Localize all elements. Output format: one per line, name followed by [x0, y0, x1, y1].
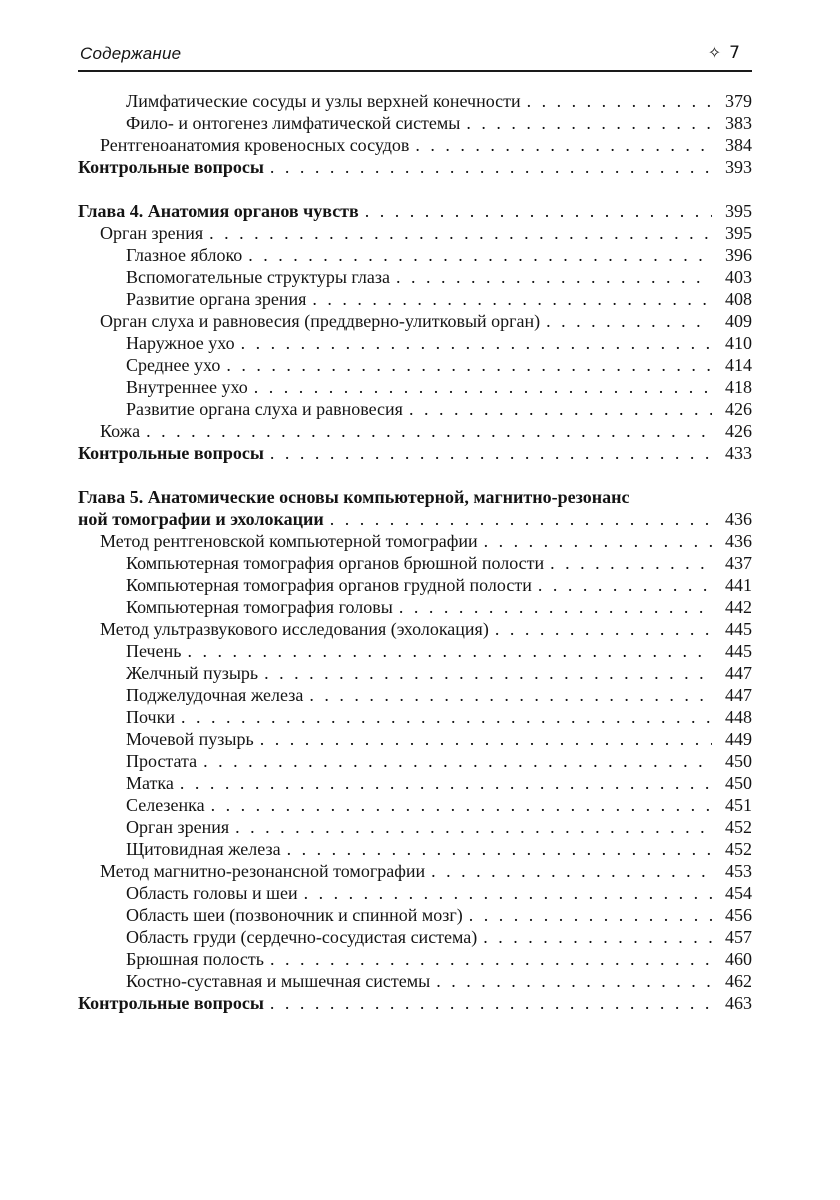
- dot-leader: [181, 706, 712, 728]
- running-title: Содержание: [80, 44, 182, 63]
- toc-entry-title: Компьютерная томография головы: [126, 597, 393, 617]
- dot-leader: [146, 420, 712, 442]
- toc-entry-page: 450: [725, 751, 752, 771]
- toc-entry-page: 414: [725, 355, 752, 375]
- toc-entry-title: Желчный пузырь: [126, 663, 259, 683]
- toc-entry-page: 456: [725, 905, 752, 925]
- dot-leader: [260, 728, 712, 750]
- toc-entry-page: 457: [725, 927, 752, 947]
- toc-entry: [78, 222, 752, 244]
- toc-entry: [78, 266, 752, 288]
- toc-entry-title: Развитие органа зрения: [126, 289, 307, 309]
- toc-entry-title: Мочевой пузырь: [126, 729, 254, 749]
- toc-entry-title: Вспомогательные структуры глаза: [126, 267, 390, 287]
- toc-entry-page: 454: [725, 883, 752, 903]
- toc-entry: [78, 574, 752, 596]
- toc-entry-page: 409: [725, 311, 752, 331]
- toc-entry-title: Брюшная полость: [126, 949, 264, 969]
- toc-entry: [78, 684, 752, 706]
- dot-leader: [436, 970, 712, 992]
- toc-entry-page: 452: [725, 839, 752, 859]
- toc-entry-title: Компьютерная томография органов брюшной полости: [126, 553, 545, 573]
- toc-entry-page: 408: [725, 289, 752, 309]
- toc-entry: [78, 860, 752, 882]
- toc-entry-page: 426: [725, 399, 752, 419]
- toc-entry: [78, 662, 752, 684]
- dot-leader: [304, 882, 712, 904]
- header-rule: [78, 70, 752, 72]
- running-header: [80, 38, 748, 68]
- toc-entry: [78, 838, 752, 860]
- toc-entry: [78, 926, 752, 948]
- dot-leader: [270, 992, 712, 1014]
- toc-entry-page: 395: [725, 223, 752, 243]
- toc-entry-title: Метод рентгеновской компьютерной томографии: [100, 531, 478, 551]
- dot-leader: [484, 530, 712, 552]
- toc-entry-page: 462: [725, 971, 752, 991]
- toc-entry: [78, 134, 752, 156]
- dot-leader: [415, 134, 712, 156]
- toc-entry-page: 447: [725, 663, 752, 683]
- toc-entry-page: 418: [725, 377, 752, 397]
- toc-entry-title: Среднее ухо: [126, 355, 221, 375]
- toc-entry: [78, 508, 752, 530]
- toc-entry-page: 396: [725, 245, 752, 265]
- toc-entry-title: Развитие органа слуха и равновесия: [126, 399, 403, 419]
- toc-entry-title: Контрольные вопросы: [78, 993, 264, 1013]
- dot-leader: [469, 904, 712, 926]
- toc-entry-title: Глава 4. Анатомия органов чувств: [78, 201, 359, 221]
- toc-entry: [78, 596, 752, 618]
- toc-entry: [78, 970, 752, 992]
- toc-entry-title: Почки: [126, 707, 175, 727]
- dot-leader: [270, 442, 712, 464]
- toc-entry-title: Селезенка: [126, 795, 205, 815]
- toc-entry-page: 441: [725, 575, 752, 595]
- toc-entry-page: 410: [725, 333, 752, 353]
- toc-entry-page: 452: [725, 817, 752, 837]
- toc-entry: [78, 948, 752, 970]
- toc-entry: [78, 640, 752, 662]
- toc-entry-title: Печень: [126, 641, 182, 661]
- dot-leader: [495, 618, 712, 640]
- dot-leader: [330, 508, 712, 530]
- toc-entry: [78, 354, 752, 376]
- toc-entry: [78, 376, 752, 398]
- dot-leader: [312, 288, 712, 310]
- page-number: 7: [729, 43, 740, 63]
- toc-entry-page: 460: [725, 949, 752, 969]
- dot-leader: [264, 662, 712, 684]
- toc-entry: [78, 420, 752, 442]
- toc-entry-page: 383: [725, 113, 752, 133]
- dot-leader: [235, 816, 712, 838]
- toc-entry-page: 445: [725, 641, 752, 661]
- toc-entry: [78, 618, 752, 640]
- toc-entry-page: 395: [725, 201, 752, 221]
- toc-entry-title: Компьютерная томография органов грудной полости: [126, 575, 532, 595]
- toc-entry-title: Простата: [126, 751, 198, 771]
- dot-leader: [270, 948, 712, 970]
- toc-entry: [78, 728, 752, 750]
- toc-entry: [78, 90, 752, 112]
- dot-leader: [399, 596, 712, 618]
- toc-entry-page: 436: [725, 509, 752, 529]
- toc-entry-page: 451: [725, 795, 752, 815]
- dot-leader: [550, 552, 712, 574]
- toc-entry-page: 433: [725, 443, 752, 463]
- page-number-block: [708, 43, 740, 63]
- toc-entry: [78, 552, 752, 574]
- toc-entry: [78, 310, 752, 332]
- toc-entry-title: Кожа: [100, 421, 141, 441]
- dot-leader: [527, 90, 712, 112]
- dot-leader: [538, 574, 712, 596]
- toc-entry-title: Поджелудочная железа: [126, 685, 304, 705]
- toc-entry-page: 403: [725, 267, 752, 287]
- dot-leader: [431, 860, 712, 882]
- dot-leader: [211, 794, 712, 816]
- toc-entry: [78, 112, 752, 134]
- toc-entry: [78, 442, 752, 464]
- toc-entry: [78, 706, 752, 728]
- toc-entry-title: Орган слуха и равновесия (преддверно-улитковый орган): [100, 311, 541, 331]
- toc-entry-page: 384: [725, 135, 752, 155]
- dot-leader: [270, 156, 712, 178]
- toc-entry: [78, 244, 752, 266]
- toc-entry-title: Матка: [126, 773, 174, 793]
- toc-entry-title: Область головы и шеи: [126, 883, 298, 903]
- toc-entry-page: 442: [725, 597, 752, 617]
- dot-leader: [287, 838, 712, 860]
- toc-entry: [78, 288, 752, 310]
- toc-entry-page: 393: [725, 157, 752, 177]
- toc-entry: [78, 882, 752, 904]
- toc-entry-title: Щитовидная железа: [126, 839, 281, 859]
- toc-entry-title: Костно-суставная и мышечная системы: [126, 971, 431, 991]
- dot-leader: [466, 112, 712, 134]
- dot-leader: [226, 354, 712, 376]
- dot-leader: [254, 376, 712, 398]
- toc-entry: [78, 200, 752, 222]
- toc-entry-title: Область груди (сердечно-сосудистая система): [126, 927, 478, 947]
- toc-entry-page: 436: [725, 531, 752, 551]
- toc-entry: [78, 530, 752, 552]
- dot-leader: [483, 926, 712, 948]
- dot-leader: [209, 222, 712, 244]
- dot-leader: [365, 200, 712, 222]
- dot-leader: [309, 684, 712, 706]
- toc-entry-title: Контрольные вопросы: [78, 443, 264, 463]
- dot-leader: [180, 772, 712, 794]
- toc-entry-title: Метод ультразвукового исследования (эхолокация): [100, 619, 489, 639]
- toc-entry-page: 445: [725, 619, 752, 639]
- dot-leader: [396, 266, 712, 288]
- toc-entry-title: Глазное яблоко: [126, 245, 243, 265]
- toc-entry-title: Наружное ухо: [126, 333, 235, 353]
- toc-entry-title: Контрольные вопросы: [78, 157, 264, 177]
- dot-leader: [546, 310, 712, 332]
- toc-entry-title: Орган зрения: [100, 223, 204, 243]
- toc-entry-page: 448: [725, 707, 752, 727]
- toc-entry-page: 447: [725, 685, 752, 705]
- toc-entry-page: 450: [725, 773, 752, 793]
- toc-entry-title: Глава 5. Анатомические основы компьютерной, магнитно-резонанс: [78, 487, 630, 507]
- dot-leader: [409, 398, 712, 420]
- toc-entry: [78, 156, 752, 178]
- toc-entry-title: Лимфатические сосуды и узлы верхней конечности: [126, 91, 521, 111]
- toc-entry-title: Рентгеноанатомия кровеносных сосудов: [100, 135, 410, 155]
- dot-leader: [187, 640, 712, 662]
- toc-entry-title: Фило- и онтогенез лимфатической системы: [126, 113, 461, 133]
- toc-entry-page: 426: [725, 421, 752, 441]
- table-of-contents: [78, 90, 752, 1014]
- toc-entry: [78, 398, 752, 420]
- toc-entry-page: 449: [725, 729, 752, 749]
- toc-entry: [78, 904, 752, 926]
- toc-entry: [78, 794, 752, 816]
- toc-entry-title: Метод магнитно-резонансной томографии: [100, 861, 426, 881]
- toc-entry: [78, 332, 752, 354]
- toc-entry: [78, 816, 752, 838]
- dot-leader: [248, 244, 712, 266]
- toc-entry-page: 463: [725, 993, 752, 1013]
- toc-entry-page: 453: [725, 861, 752, 881]
- toc-entry: [78, 750, 752, 772]
- toc-entry-page: 437: [725, 553, 752, 573]
- dot-leader: [241, 332, 712, 354]
- dot-leader: [203, 750, 712, 772]
- toc-entry-title: Орган зрения: [126, 817, 230, 837]
- toc-entry: [78, 992, 752, 1014]
- toc-entry: [78, 486, 752, 508]
- toc-entry-title: Внутреннее ухо: [126, 377, 248, 397]
- toc-entry-title: Область шеи (позвоночник и спинной мозг): [126, 905, 463, 925]
- toc-entry-page: 379: [725, 91, 752, 111]
- toc-entry-title: ной томографии и эхолокации: [78, 509, 324, 529]
- ornament-icon: ✧: [707, 43, 722, 62]
- toc-entry: [78, 772, 752, 794]
